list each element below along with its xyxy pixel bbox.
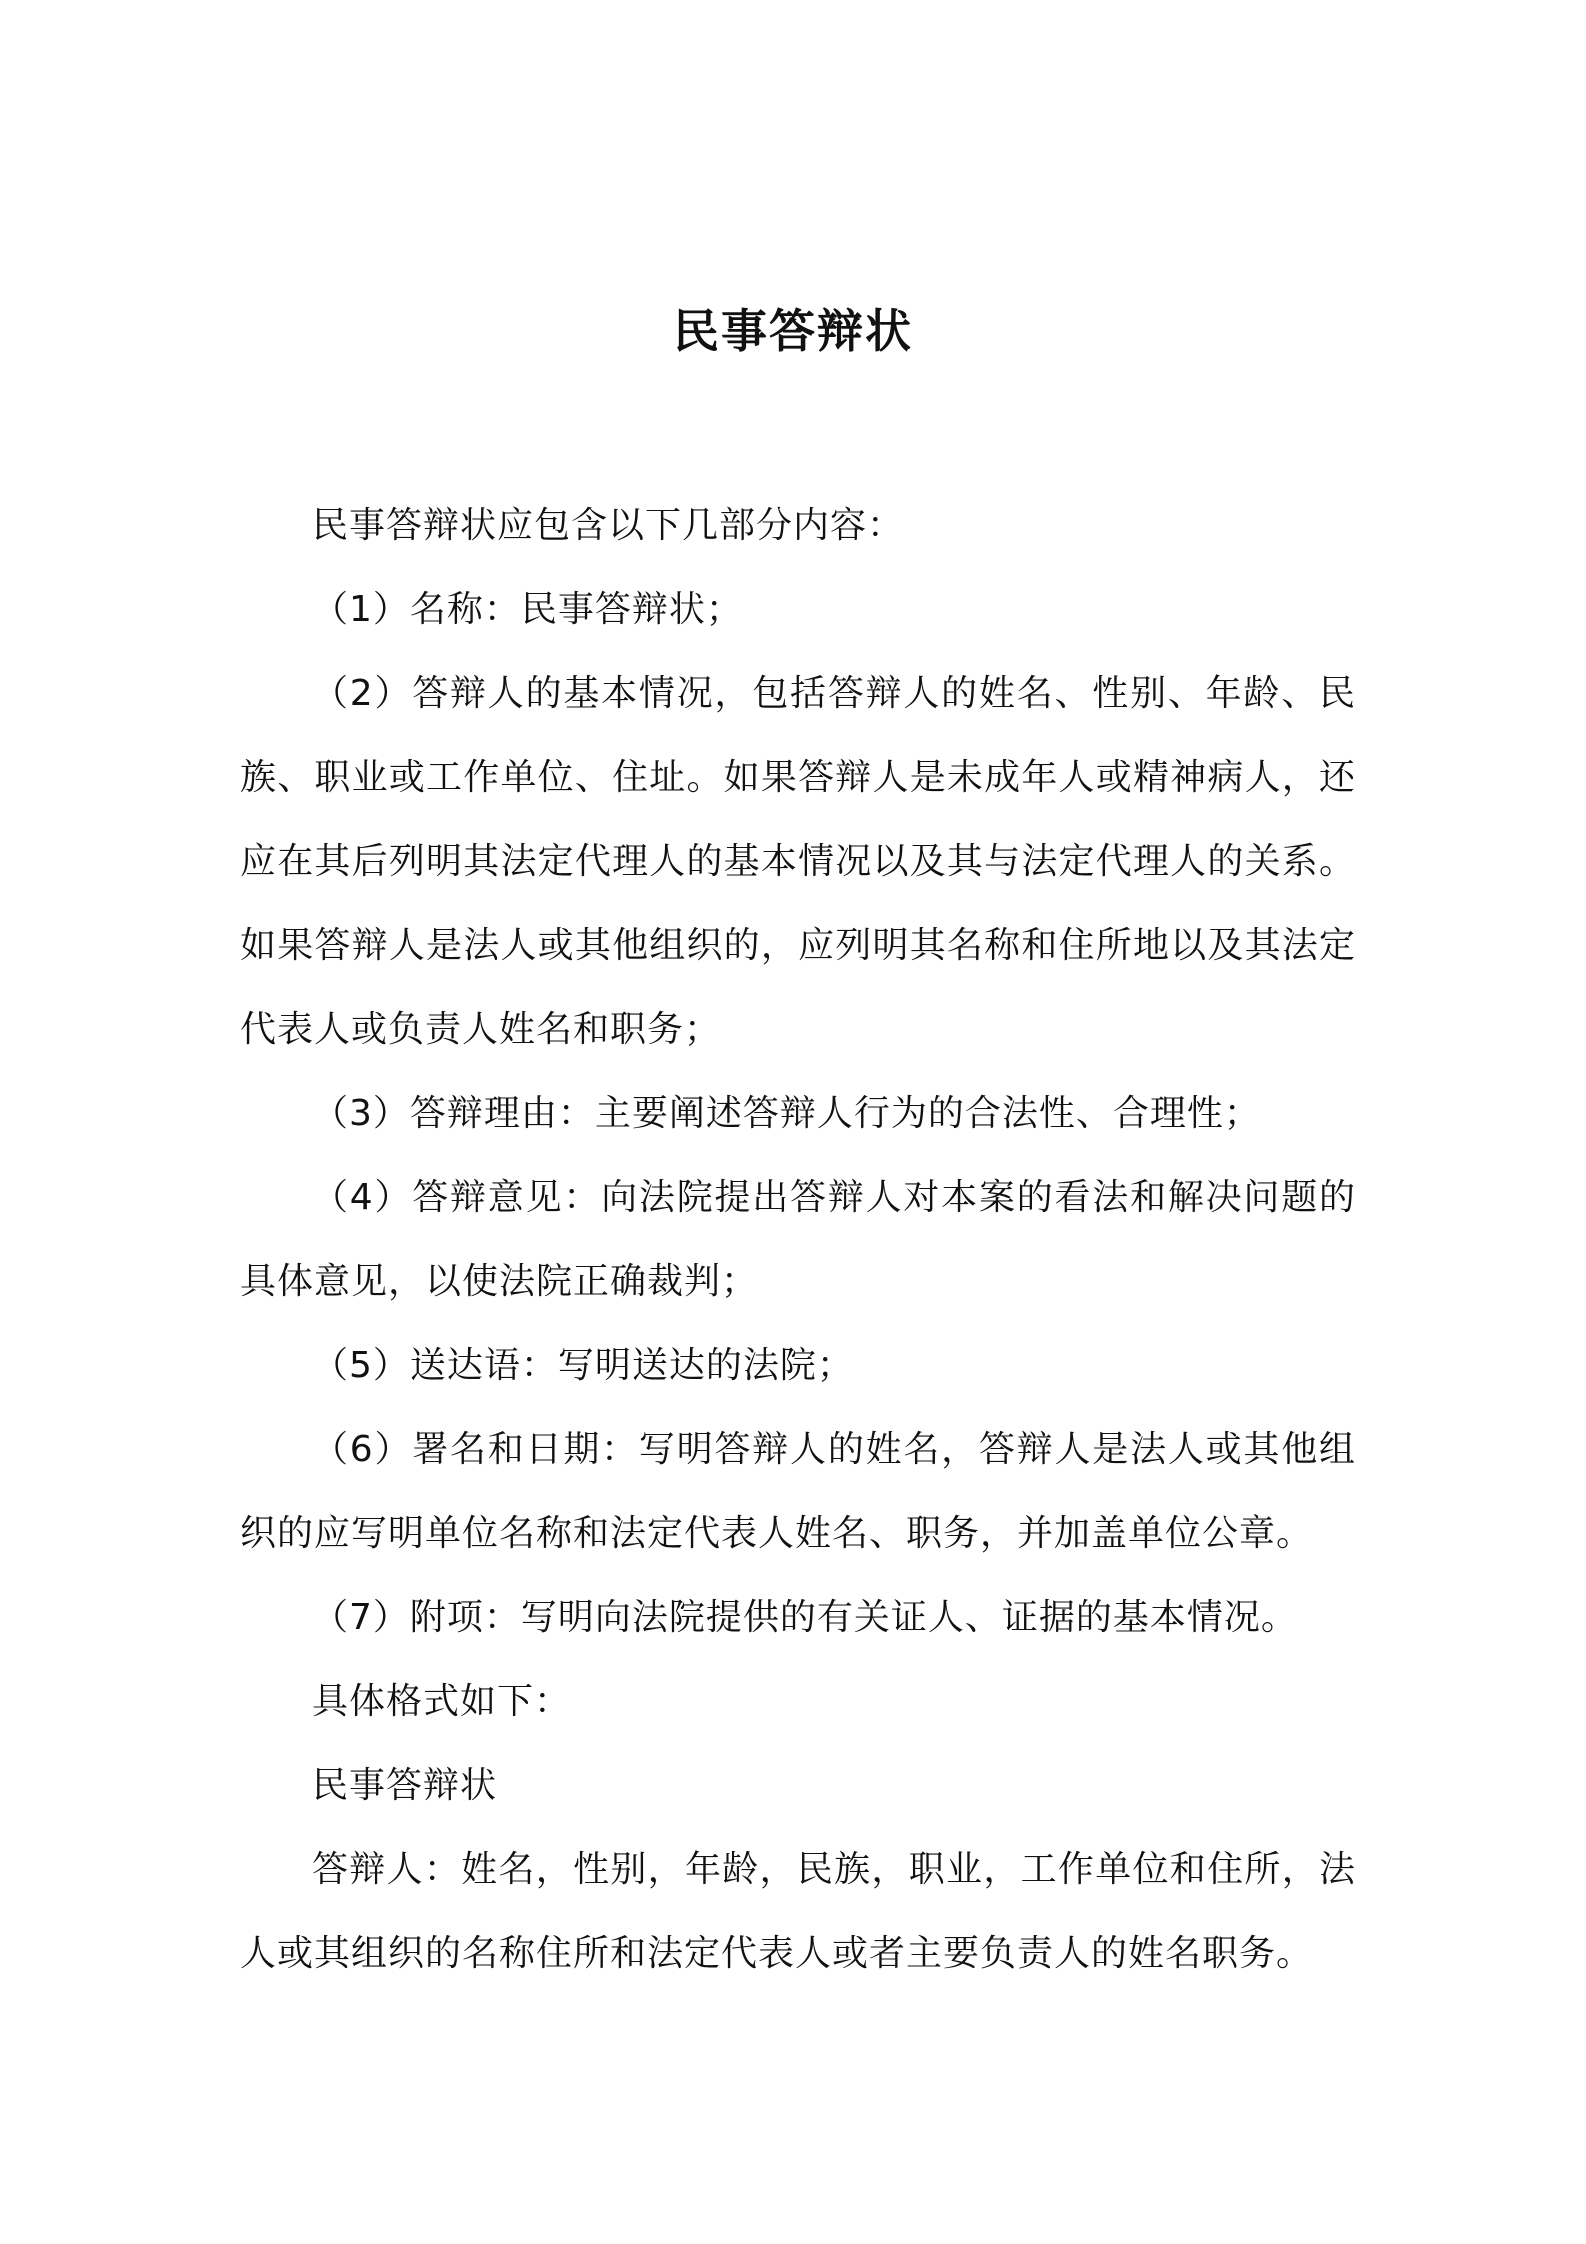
item-2-respondent-info: （2）答辩人的基本情况，包括答辩人的姓名、性别、年龄、民族、职业或工作单位、住址。如果答辩人是未成年人或精神病人，还应在其后列明其法定代理人的基本情况以及其与法定代理人的关系。如果答辩人是法人或其他组织的，应列明其名称和住所地以及其法定代表人或负责人姓名和职务； <box>240 673 1356 1050</box>
item-1-name: （1）名称：民事答辩状； <box>312 589 743 630</box>
format-title: 民事答辩状 <box>312 1765 498 1806</box>
format-intro: 具体格式如下： <box>312 1681 572 1722</box>
item-6-signature-date: （6）署名和日期：写明答辩人的姓名，答辩人是法人或其他组织的应写明单位名称和法定代表人姓名、职务，并加盖单位公章。 <box>240 1429 1356 1554</box>
item-4-defense-opinions: （4）答辩意见：向法院提出答辩人对本案的看法和解决问题的具体意见，以使法院正确裁判； <box>240 1177 1356 1302</box>
document-body <box>240 484 1356 1996</box>
item-7-appendix: （7）附项：写明向法院提供的有关证人、证据的基本情况。 <box>312 1597 1298 1638</box>
item-5-delivery-phrase: （5）送达语：写明送达的法院； <box>312 1345 854 1386</box>
document-title: 民事答辩状 <box>673 304 913 358</box>
item-3-defense-reasons: （3）答辩理由：主要阐述答辩人行为的合法性、合理性； <box>312 1093 1261 1134</box>
format-respondent-line: 答辩人：姓名，性别，年龄，民族，职业，工作单位和住所，法人或其组织的名称住所和法定代表人或者主要负责人的姓名职务。 <box>240 1849 1356 1974</box>
intro-paragraph: 民事答辩状应包含以下几部分内容： <box>312 505 905 546</box>
